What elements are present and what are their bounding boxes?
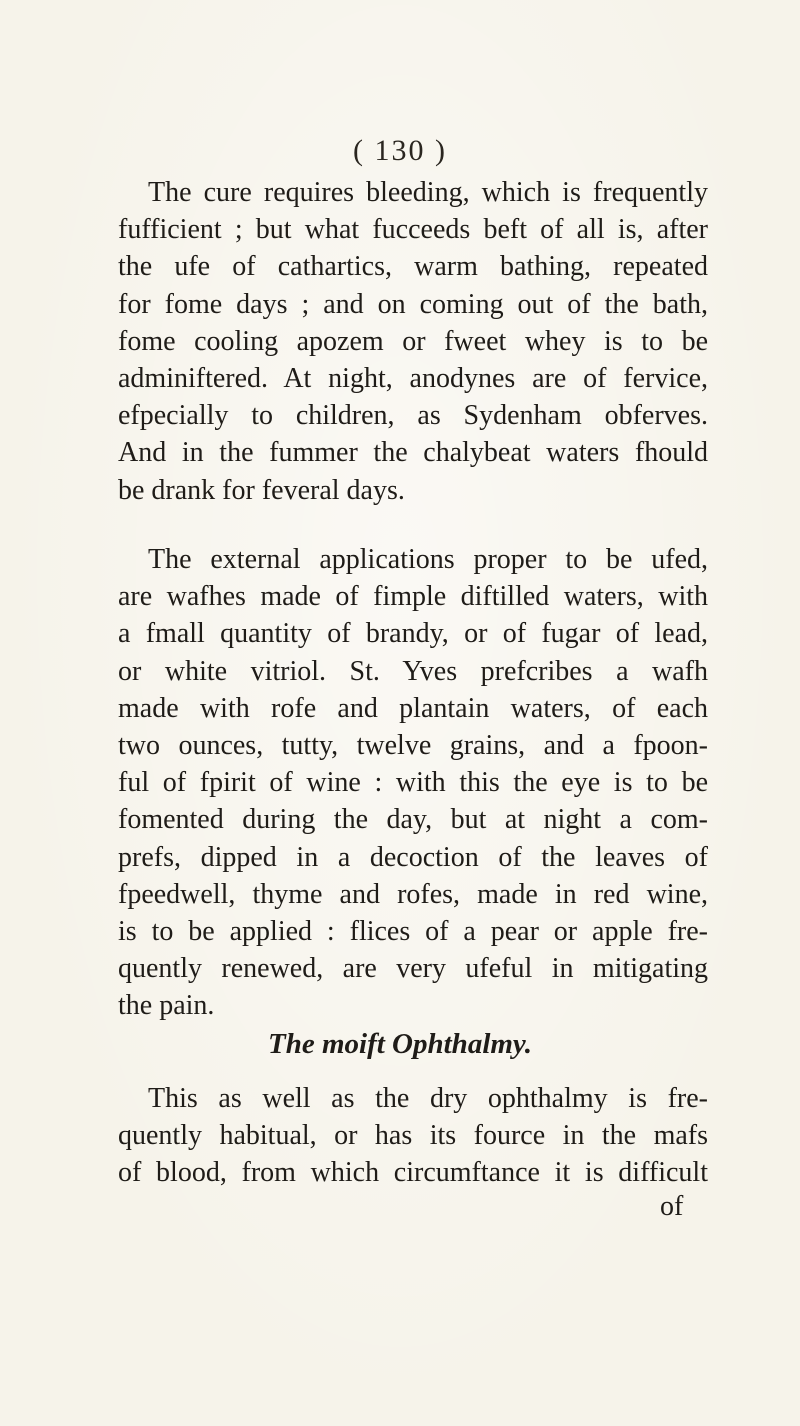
text-line: The cure requires bleeding, which is frequently — [148, 177, 708, 208]
page-number: ( 130 ) — [353, 134, 447, 167]
text-line: The external applications proper to be ufed, — [148, 544, 708, 575]
text-line: quently habitual, or has its fource in the mafs — [118, 1120, 708, 1152]
paragraph-2 — [118, 541, 708, 1025]
text-line: efpecially to children, as Sydenham obferves. — [118, 400, 708, 432]
text-line: fomented during the day, but at night a com- — [118, 804, 708, 836]
text-line: two ounces, tutty, twelve grains, and a fpoon- — [118, 730, 708, 762]
text-line: fome cooling apozem or fweet whey is to be — [118, 325, 708, 357]
text-line: a fmall quantity of brandy, or of fugar of lead, — [118, 618, 708, 650]
text-line: ful of fpirit of wine : with this the eye is to be — [118, 767, 708, 799]
text-line: for fome days ; and on coming out of the bath, — [118, 288, 708, 320]
section-heading: The moift Ophthalmy. — [268, 1028, 532, 1060]
text-line: be drank for feveral days. — [118, 474, 405, 506]
text-line: fufficient ; but what fucceeds beft of all is, after — [118, 214, 708, 246]
text-line: And in the fummer the chalybeat waters fhould — [118, 437, 708, 469]
text-line: are wafhes made of fimple diftilled waters, with — [118, 581, 708, 613]
text-line: made with rofe and plantain waters, of each — [118, 692, 708, 724]
text-line: prefs, dipped in a decoction of the leaves of — [118, 841, 708, 873]
text-line: quently renewed, are very ufeful in mitigating — [118, 953, 708, 985]
text-line: adminiftered. At night, anodynes are of fervice, — [118, 363, 708, 395]
paragraph-1 — [118, 174, 708, 509]
text-line: or white vitriol. St. Yves prefcribes a wafh — [118, 655, 708, 687]
text-line: the ufe of cathartics, warm bathing, repeated — [118, 251, 708, 283]
paragraph-3 — [118, 1080, 708, 1192]
text-line: This as well as the dry ophthalmy is fre- — [148, 1083, 708, 1114]
text-line: of blood, from which circumftance it is difficult — [118, 1157, 708, 1189]
catchword: of — [660, 1191, 684, 1222]
text-line: is to be applied : flices of a pear or apple fre- — [118, 916, 708, 948]
text-line: fpeedwell, thyme and rofes, made in red wine, — [118, 878, 708, 910]
text-line: the pain. — [118, 990, 215, 1022]
